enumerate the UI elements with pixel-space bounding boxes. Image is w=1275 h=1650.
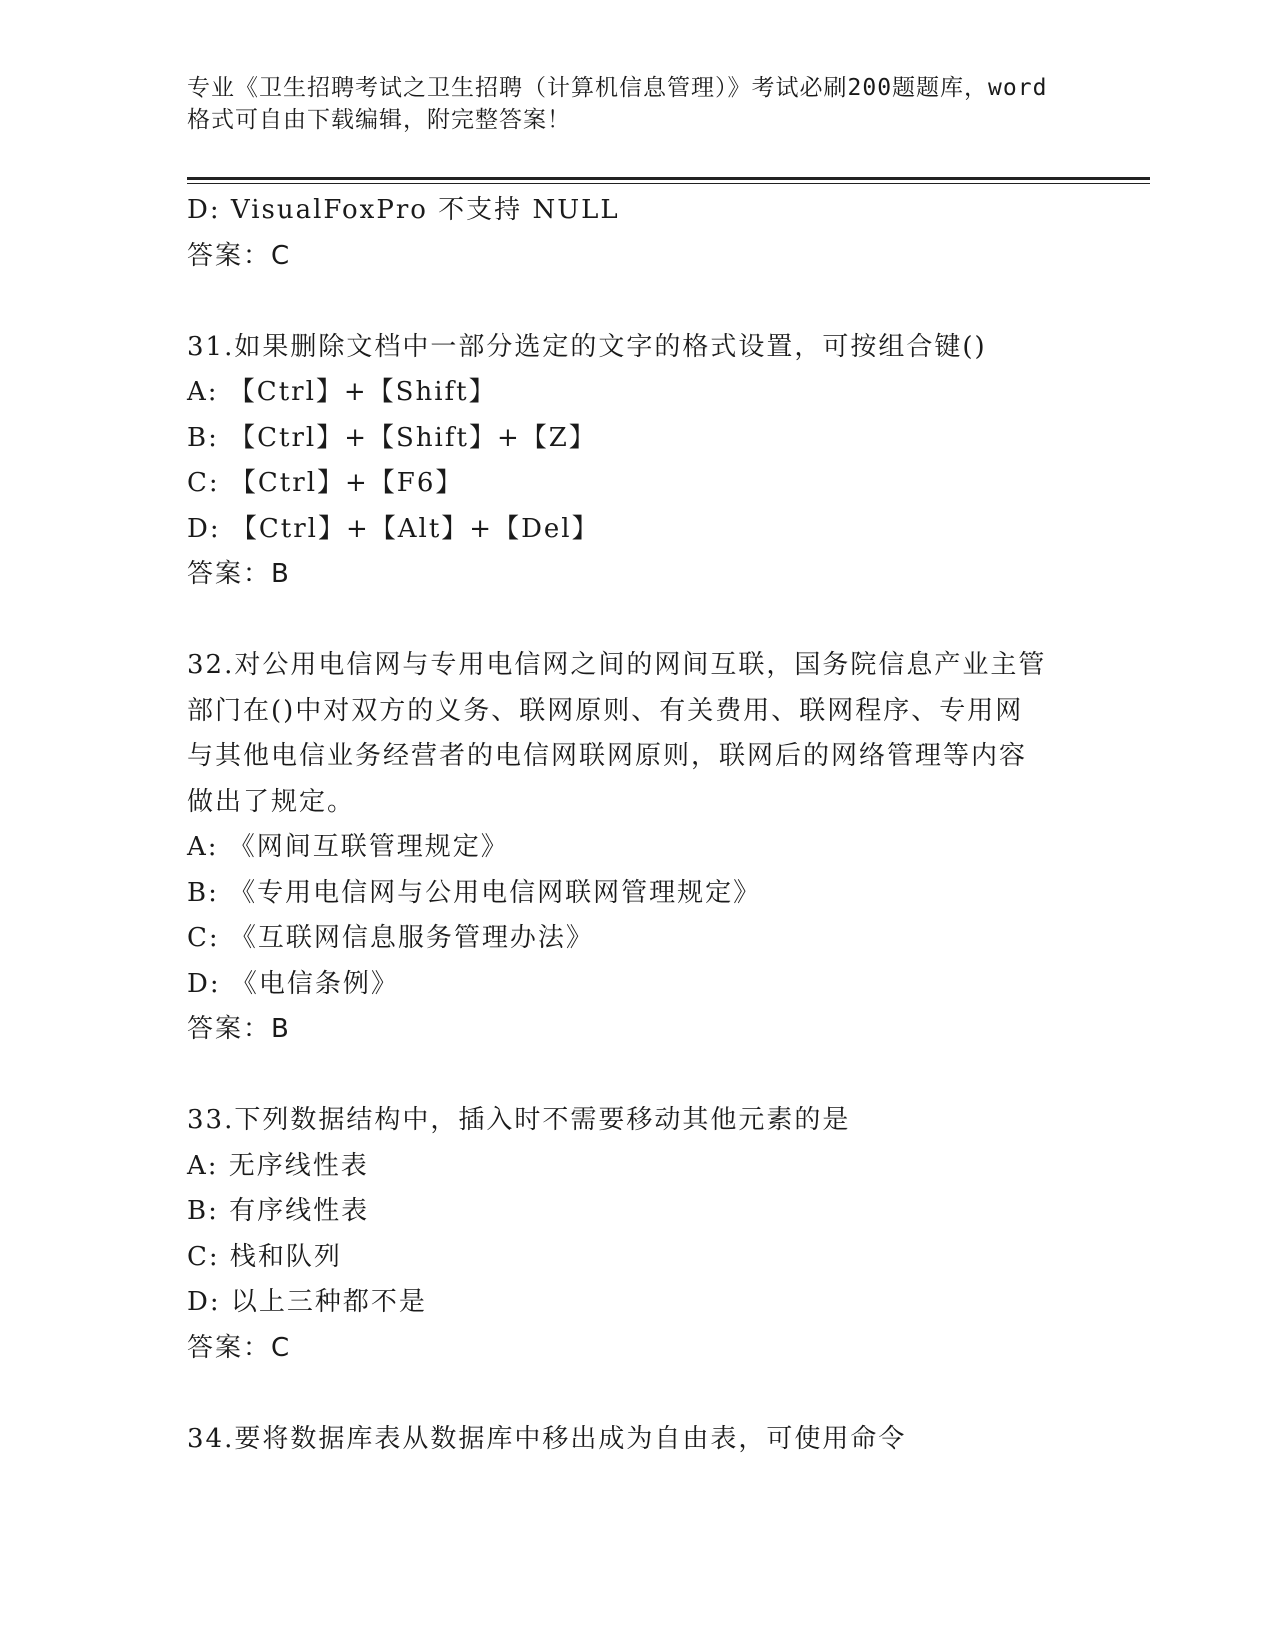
header-divider-thick [187,177,1150,180]
question-31-option-d: D: 【Ctrl】+【Alt】+【Del】 [187,513,600,544]
question-32-text-line-2: 部门在()中对双方的义务、联网原则、有关费用、联网程序、专用网 [187,695,1024,726]
question-33-option-a: A: 无序线性表 [187,1150,369,1181]
question-32-option-c: C: 《互联网信息服务管理办法》 [187,923,594,953]
document-body [187,188,1087,1462]
spacer [187,598,1087,644]
spacer [187,1371,1087,1417]
question-32-option-a: A: 《网间互联管理规定》 [187,832,509,862]
header-line-1: 专业《卫生招聘考试之卫生招聘（计算机信息管理）》考试必刷200题题库，word [187,75,1048,101]
question-32-text-line-3: 与其他电信业务经营者的电信网联网原则，联网后的网络管理等内容 [187,741,1028,771]
question-34-text: 34.要将数据库表从数据库中移出成为自由表，可使用命令 [187,1423,907,1454]
question-33-option-d: D: 以上三种都不是 [187,1287,427,1317]
spacer [187,1053,1087,1099]
header-line-2: 格式可自由下载编辑，附完整答案！ [187,107,571,133]
question-33-text: 33.下列数据结构中，插入时不需要移动其他元素的是 [187,1105,851,1135]
question-31-text: 31.如果删除文档中一部分选定的文字的格式设置，可按组合键() [187,331,987,362]
question-32-option-b: B: 《专用电信网与公用电信网联网管理规定》 [187,877,762,908]
question-33-option-b: B: 有序线性表 [187,1196,370,1226]
question-31-answer: 答案：B [187,559,291,589]
question-31-option-c: C: 【Ctrl】+【F6】 [187,468,464,498]
spacer [187,279,1087,325]
question-31-option-a: A: 【Ctrl】+【Shift】 [187,377,497,407]
question-33-option-c: C: 栈和队列 [187,1241,342,1272]
document-header [187,72,1087,136]
header-divider-thin [187,183,1150,184]
question-32-text-line-4: 做出了规定。 [187,786,356,817]
question-33-answer: 答案：C [187,1332,292,1363]
question-32-answer: 答案：B [187,1014,291,1044]
question-32-option-d: D: 《电信条例》 [187,968,399,999]
option-d: D: VisualFoxPro 不支持 NULL [187,195,620,225]
question-32-text-line-1: 32.对公用电信网与专用电信网之间的网间互联，国务院信息产业主管 [187,650,1047,680]
question-31-option-b: B: 【Ctrl】+【Shift】+【Z】 [187,422,597,453]
answer: 答案：C [187,240,292,271]
